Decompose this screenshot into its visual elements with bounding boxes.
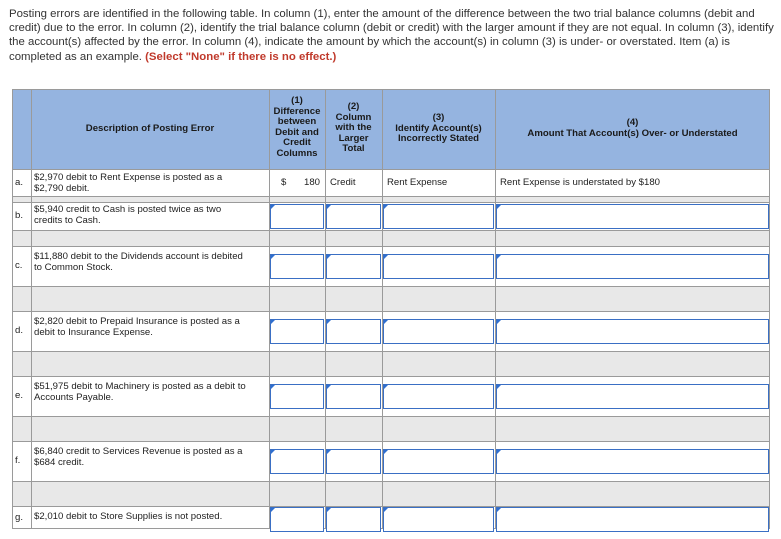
row-description-line: $2,010 debit to Store Supplies is not posted.: [34, 511, 223, 522]
instructions-emphasis: (Select "None" if there is no effect.): [145, 50, 337, 63]
difference-input[interactable]: [270, 384, 324, 409]
row-description-line: $2,820 debit to Prepaid Insurance is posted as a: [34, 316, 240, 327]
account-select[interactable]: [383, 507, 494, 532]
amount-select[interactable]: [496, 507, 769, 532]
row-description: [34, 512, 266, 523]
dropdown-marker-icon: [384, 255, 388, 259]
dropdown-marker-icon: [497, 508, 501, 512]
dropdown-marker-icon: [384, 508, 388, 512]
row-separator: [12, 351, 770, 376]
dropdown-marker-icon: [327, 205, 331, 209]
column-select[interactable]: [326, 384, 381, 409]
header-col2-line: with the: [335, 122, 372, 133]
row-description: [34, 173, 266, 194]
difference-input[interactable]: [270, 204, 324, 229]
row-description: [34, 447, 266, 468]
row-description-line: Accounts Payable.: [34, 391, 114, 403]
column-select[interactable]: [326, 254, 381, 279]
difference-input[interactable]: [270, 254, 324, 279]
header-col1-line: between: [277, 116, 317, 127]
dropdown-marker-icon: [271, 205, 275, 209]
row-description: [34, 252, 266, 273]
difference-input[interactable]: [270, 507, 324, 532]
grid-line: [12, 286, 770, 287]
dropdown-marker-icon: [271, 255, 275, 259]
header-cell: [12, 89, 31, 169]
amount-select[interactable]: [496, 384, 769, 409]
grid-line: [12, 89, 13, 529]
column-select: [326, 169, 381, 196]
amount-select[interactable]: [496, 204, 769, 229]
row-description-line: $6,840 credit to Services Revenue is posted as a: [34, 446, 243, 457]
header-description: Description of Posting Error: [85, 123, 215, 134]
header-col3-line: (3): [432, 112, 445, 123]
dropdown-marker-icon: [271, 450, 275, 454]
dropdown-marker-icon: [497, 450, 501, 454]
header-col1-line: Difference: [273, 105, 321, 117]
header-col3-line: Incorrectly Stated: [397, 133, 480, 144]
account-select[interactable]: [383, 319, 494, 344]
posting-errors-table: [12, 89, 770, 529]
grid-line: [12, 376, 770, 377]
dropdown-marker-icon: [327, 450, 331, 454]
dropdown-marker-icon: [497, 320, 501, 324]
column-select-value: Credit: [330, 177, 356, 188]
grid-line: [12, 196, 770, 197]
row-description-line: $11,880 debit to the Dividends account is debited: [34, 251, 243, 262]
dropdown-marker-icon: [327, 385, 331, 389]
dropdown-marker-icon: [384, 320, 388, 324]
row-separator: [12, 416, 770, 441]
instructions-text: Posting errors are identified in the following table. In column (1), enter the amount of the difference between the two trial balance columns (debit and credit) due to the error. In column (2), identify the trial balance column (debit or credit) with the larger amount if they are not equal. In column (3), identify the account(s) affected by the error. In column (4), indicate the amount by which the account(s) in column (3) is under- or overstated. Item (a) is completed as an example.: [9, 8, 774, 63]
grid-line: [12, 230, 770, 231]
row-description-line: $51,975 debit to Machinery is posted as a debit to: [34, 381, 246, 392]
row-description-line: $5,940 credit to Cash is posted twice as two: [34, 204, 222, 215]
row-description-line: to Common Stock.: [34, 261, 113, 273]
row-separator: [12, 481, 770, 506]
amount-select[interactable]: [496, 449, 769, 474]
header-col1-line: (1): [291, 95, 303, 106]
difference-input[interactable]: [270, 319, 324, 344]
dropdown-marker-icon: [271, 320, 275, 324]
row-description-line: debit to Insurance Expense.: [34, 326, 153, 338]
header-col2-line: Larger: [338, 132, 369, 144]
difference-input[interactable]: [270, 449, 324, 474]
dropdown-marker-icon: [327, 255, 331, 259]
header-col1-line: Debit and: [275, 126, 319, 138]
currency-symbol: $: [281, 177, 287, 188]
account-select[interactable]: [383, 449, 494, 474]
column-select[interactable]: [326, 507, 381, 532]
row-description: [34, 317, 266, 338]
row-description-line: credits to Cash.: [34, 214, 101, 226]
grid-line: [12, 441, 770, 442]
amount-select[interactable]: [496, 319, 769, 344]
row-separator: [12, 230, 770, 246]
amount-select: [496, 169, 769, 196]
row-description: [34, 382, 266, 403]
grid-line: [769, 89, 770, 529]
difference-input-value: 180: [303, 177, 320, 188]
grid-line: [12, 311, 770, 312]
row-description-line: $684 credit.: [34, 456, 85, 468]
header-col1-line: Credit: [283, 137, 311, 148]
row-separator: [12, 286, 770, 311]
dropdown-marker-icon: [384, 385, 388, 389]
account-select-value: Rent Expense: [387, 177, 448, 188]
grid-line: [12, 89, 770, 90]
dropdown-marker-icon: [327, 508, 331, 512]
dropdown-marker-icon: [271, 385, 275, 389]
amount-select-value: Rent Expense is understated by $180: [500, 177, 661, 188]
account-select: [383, 169, 494, 196]
grid-line: [12, 481, 770, 482]
row-letter: e.: [15, 390, 24, 401]
instructions: [9, 7, 774, 64]
column-select[interactable]: [326, 319, 381, 344]
row-letter: f.: [15, 455, 21, 466]
row-letter: d.: [15, 325, 24, 336]
header-col3-line: Identify Account(s): [395, 122, 482, 134]
row-description-line: $2,790 debit.: [34, 182, 90, 194]
row-letter: b.: [15, 210, 24, 221]
header-col2-line: Total: [342, 143, 365, 154]
difference-input: [270, 169, 324, 196]
row-letter: a.: [15, 176, 24, 188]
account-select[interactable]: [383, 254, 494, 279]
column-select[interactable]: [326, 449, 381, 474]
dropdown-marker-icon: [497, 255, 501, 259]
header-col2-line: (2): [347, 101, 360, 112]
grid-line: [12, 416, 770, 417]
row-description-line: $2,970 debit to Rent Expense is posted as a: [34, 172, 223, 183]
amount-select[interactable]: [496, 254, 769, 279]
grid-line: [12, 202, 770, 203]
header-col1-line: Columns: [276, 147, 318, 159]
grid-line: [12, 246, 770, 247]
header-col2-line: Column: [335, 111, 372, 123]
row-letter: c.: [15, 260, 23, 271]
account-select[interactable]: [383, 204, 494, 229]
grid-line: [31, 89, 32, 529]
grid-line: [12, 351, 770, 352]
column-select[interactable]: [326, 204, 381, 229]
dropdown-marker-icon: [384, 450, 388, 454]
row-description: [34, 205, 266, 226]
dropdown-marker-icon: [497, 205, 501, 209]
row-letter: g.: [15, 511, 24, 523]
dropdown-marker-icon: [497, 385, 501, 389]
account-select[interactable]: [383, 384, 494, 409]
dropdown-marker-icon: [271, 508, 275, 512]
header-col4-line: Amount That Account(s) Over- or Understated: [527, 127, 738, 139]
dropdown-marker-icon: [327, 320, 331, 324]
dropdown-marker-icon: [384, 205, 388, 209]
header-col4-line: (4): [626, 117, 639, 128]
